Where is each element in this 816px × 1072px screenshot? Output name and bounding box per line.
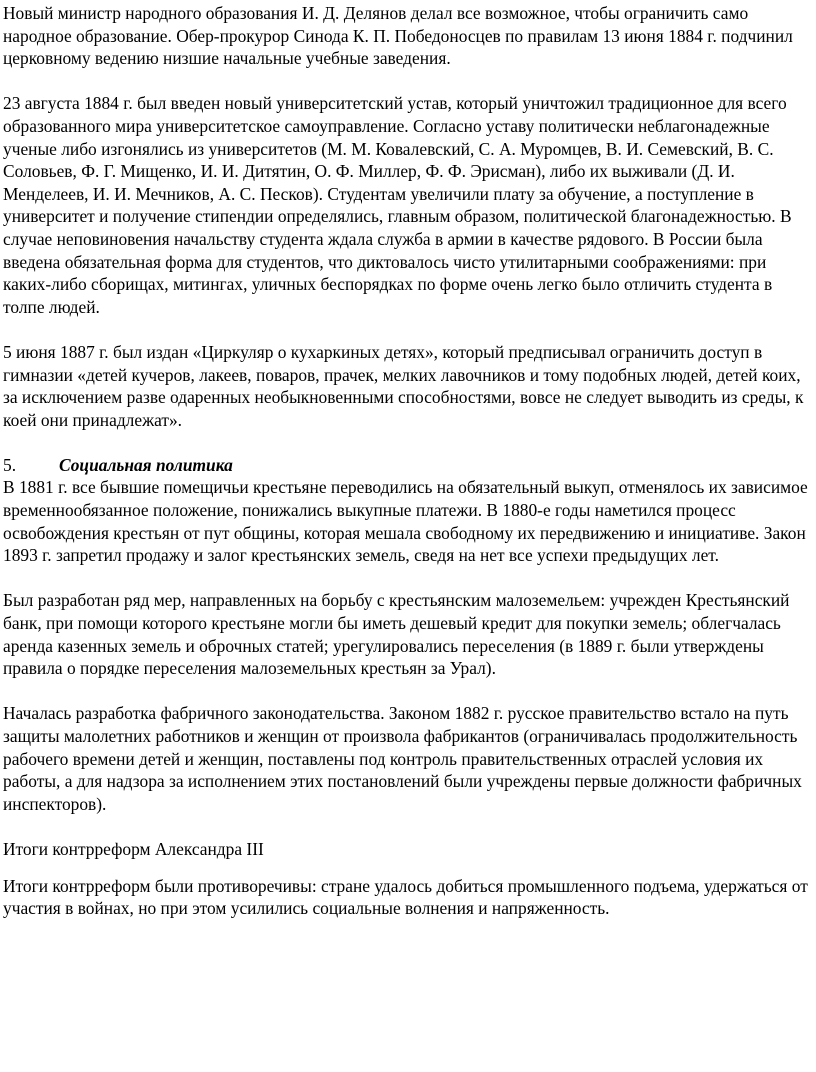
- paragraph-factory-legislation: Началась разработка фабричного законодательства. Законом 1882 г. русское правительство встало на путь защиты малолетних работников и женщин от произвола фабрикантов (ограничивалась продолжительность рабочего времени детей и женщин, поставлены под контроль правительственных отраслей условия их работы, а для надзора за исполнением этих постановлений были учреждены первые должности фабричных инспекторов).: [3, 703, 802, 814]
- paragraph-education-minister: Новый министр народного образования И. Д. Делянов делал все возможное, чтобы ограничить само народное образование. Обер-прокурор Синода К. П. Победоносцев по правилам 13 июня 1884 г. подчинил церковному ведению низшие начальные учебные заведения.: [3, 3, 793, 69]
- paragraph-university-charter: 23 августа 1884 г. был введен новый университетский устав, который уничтожил традиционное для всего образованного мира университетское самоуправление. Согласно уставу политически неблагонадежные ученые либо изгонялись из университетов (М. М. Ковалевский, С. А. Муромцев, В. И. Семевский, В. С. Соловьев, Ф. Г. Мищенко, И. И. Дитятин, О. Ф. Миллер, Ф. Ф. Эрисман), либо их выживали (Д. И. Менделеев, И. И. Мечников, А. С. Песков). Студентам увеличили плату за обучение, а поступление в университет и получение стипендии определялись, главным образом, политической благонадежностью. В случае неповиновения начальству студента ждала служба в армии в качестве рядового. В России была введена обязательная форма для студентов, что диктовалось чисто утилитарными соображениями: при каких-либо сборищах, митингах, уличных беспорядках по форме очень легко было отличить студента в толпе людей.: [3, 93, 792, 317]
- paragraph-cooks-children-circular: 5 июня 1887 г. был издан «Циркуляр о кухаркиных детях», который предписывал ограничить доступ в гимназии «детей кучеров, лакеев, поваров, прачек, мелких лавочников и тому подобных людей, детей коих, за исключением разве одаренных необыкновенными способностями, вовсе не следует выводить из среды, к коей они принадлежат».: [3, 341, 804, 430]
- section-heading: [3, 454, 813, 477]
- paragraph-results: Итоги контрреформ были противоречивы: стране удалось добиться промышленного подъема, удержаться от участия в войнах, но при этом усилились социальные волнения и напряженность.: [3, 875, 808, 919]
- paragraph-land-shortage-measures: Был разработан ряд мер, направленных на борьбу с крестьянским малоземельем: учрежден Крестьянский банк, при помощи которого крестьяне могли бы иметь дешевый кредит для покупки земель; облегчалась аренда казенных земель и оброчных статей; урегулировались переселения (в 1889 г. были утверждены правила о порядке переселения малоземельных крестьян за Урал).: [3, 590, 790, 679]
- section-title: Социальная политика: [59, 454, 233, 475]
- document-page: [3, 2, 813, 920]
- subheading-results: Итоги контрреформ Александра III: [3, 838, 264, 859]
- paragraph-peasant-redemption: В 1881 г. все бывшие помещичьи крестьяне переводились на обязательный выкуп, отменялось их зависимое временнообязанное положение, понижались выкупные платежи. В 1880-е годы наметился процесс освобождения крестьян от пут общины, которая мешала свободному их передвижению и инициативе. Закон 1893 г. запретил продажу и залог крестьянских земель, сведя на нет все успехи предыдущих лет.: [3, 477, 808, 566]
- section-number: 5.: [3, 454, 17, 475]
